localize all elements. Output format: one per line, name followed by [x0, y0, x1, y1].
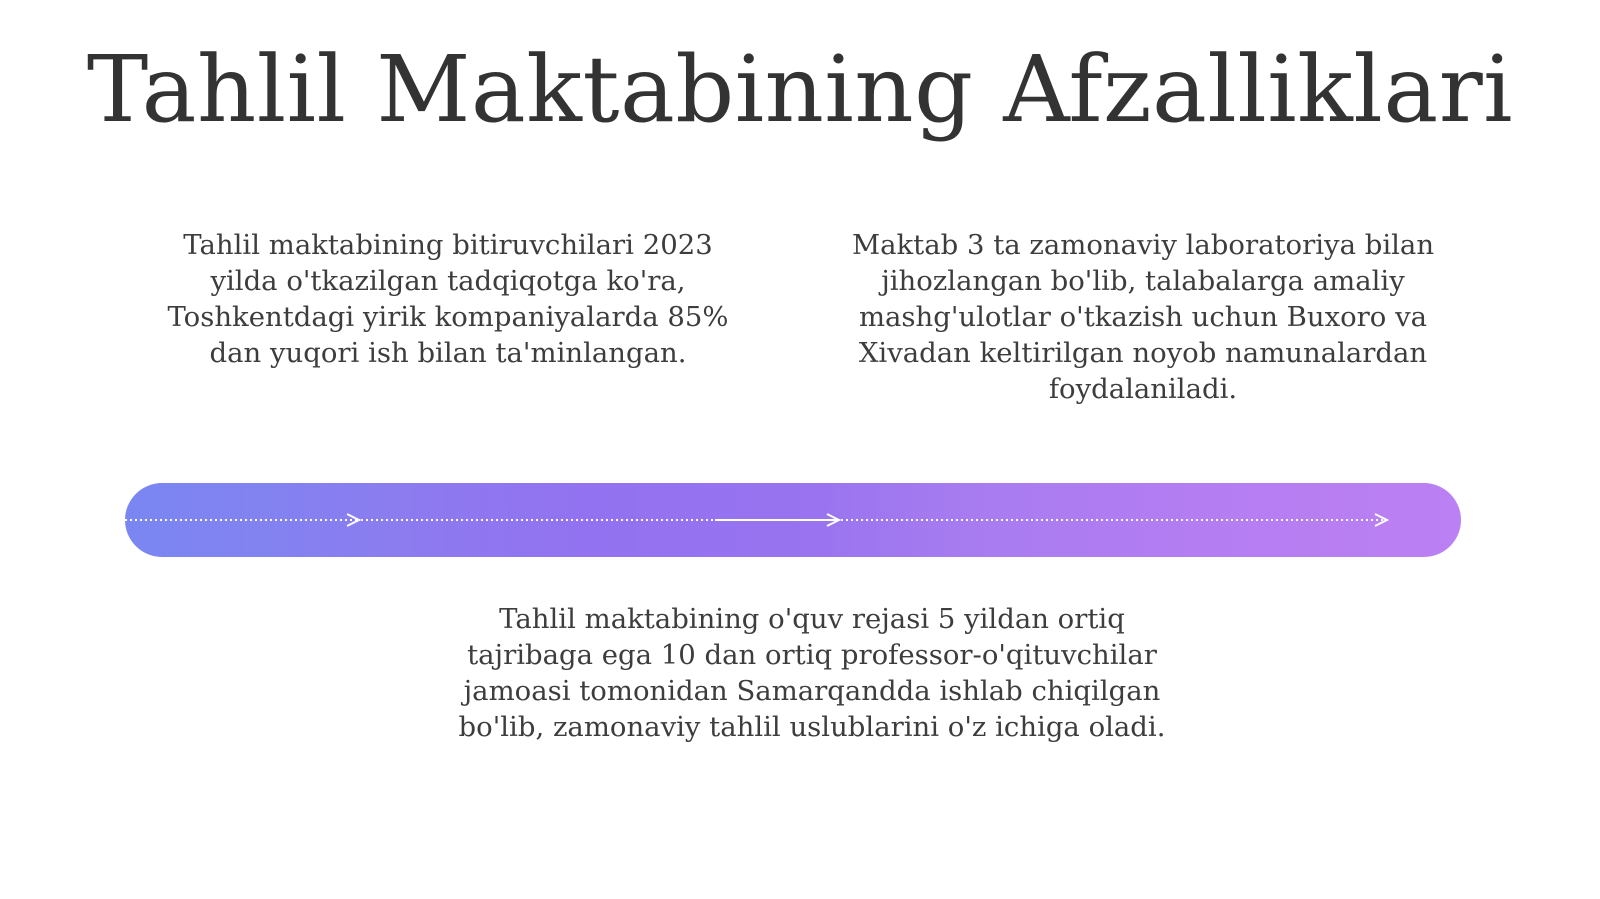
timeline-bar [125, 483, 1461, 557]
timeline-arrows [125, 483, 1461, 557]
point-text-1: Tahlil maktabining bitiruvchilari 2023 yilda o'tkazilgan tadqiqotga ko'ra, Toshkentdagi yirik kompaniyalarda 85% dan yuqori ish bilan ta'minlangan. [167, 229, 729, 369]
point-text-2: Maktab 3 ta zamonaviy laboratoriya bilan jihozlangan bo'lib, talabalarga amaliy mashg'ulotlar o'tkazish uchun Buxoro va Xivadan keltirilgan noyob namunalardan foydalaniladi. [851, 229, 1435, 405]
arrow-icon [347, 514, 359, 526]
slide-title: Tahlil Maktabining Afzalliklari [86, 36, 1514, 143]
point-text-3: Tahlil maktabining o'quv rejasi 5 yildan ortiq tajribaga ega 10 dan ortiq professor-o'qituvchilar jamoasi tomonidan Samarqandda ishlab chiqilgan bo'lib, zamonaviy tahlil uslublarini o'z ichiga oladi. [458, 603, 1166, 743]
